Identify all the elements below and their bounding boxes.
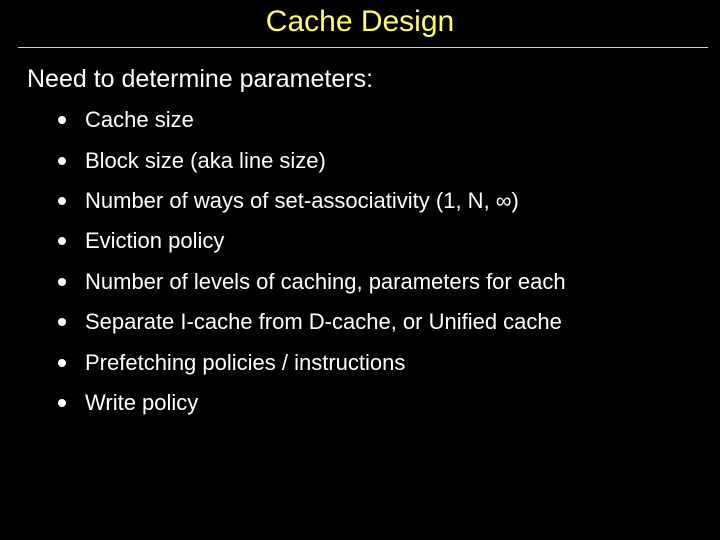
bullet-dot-icon (58, 318, 66, 326)
bullet-text: Eviction policy (85, 228, 225, 254)
bullet-item (52, 302, 566, 342)
bullet-dot-icon (58, 278, 66, 286)
bullet-list (52, 100, 566, 423)
bullet-text: Cache size (85, 107, 194, 133)
bullet-dot-icon (58, 237, 66, 245)
bullet-dot-icon (58, 116, 66, 124)
bullet-item (52, 383, 566, 423)
bullet-item (52, 181, 566, 221)
bullet-text: Number of levels of caching, parameters for each (85, 268, 566, 294)
bullet-item (52, 221, 566, 261)
bullet-dot-icon (58, 359, 66, 367)
bullet-dot-icon (58, 197, 66, 205)
bullet-item (52, 140, 566, 180)
slide-heading: Need to determine parameters: (27, 65, 374, 93)
bullet-item (52, 342, 566, 382)
bullet-text: Prefetching policies / instructions (85, 349, 406, 375)
bullet-item (52, 262, 566, 302)
bullet-text: Separate I-cache from D-cache, or Unified cache (85, 309, 562, 335)
bullet-text: Number of ways of set-associativity (1, N, ∞) (85, 187, 519, 213)
bullet-dot-icon (58, 157, 66, 165)
title-divider (18, 47, 708, 48)
bullet-dot-icon (58, 399, 66, 407)
bullet-text: Write policy (85, 389, 199, 415)
bullet-text: Block size (aka line size) (85, 147, 326, 173)
slide-title: Cache Design (265, 5, 455, 38)
bullet-item (52, 100, 566, 140)
